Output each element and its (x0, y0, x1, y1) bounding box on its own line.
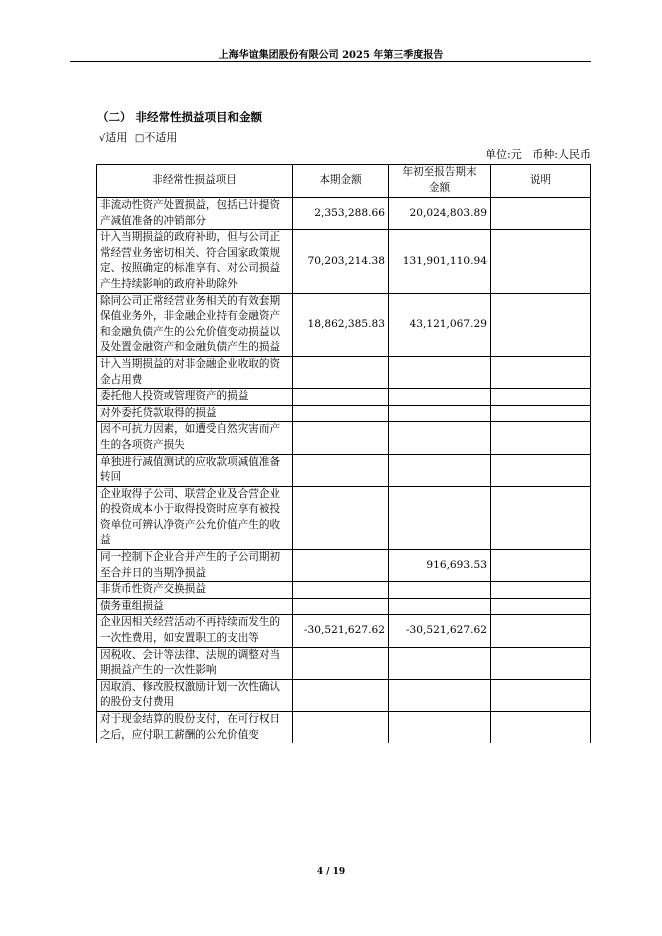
item-cell: 对于现金结算的股份支付，在可行权日之后，应付职工薪酬的公允价值变 (97, 712, 293, 744)
ytd-amount-cell (389, 598, 491, 615)
ytd-amount-cell: -30,521,627.62 (389, 615, 491, 647)
note-cell (491, 712, 591, 744)
item-cell: 除同公司正常经营业务相关的有效套期保值业务外，非金融企业持有金融资产和金融负债产生的公允价值变动损益以及处置金融资产和金融负债产生的损益 (97, 293, 293, 356)
current-amount-cell (293, 679, 389, 711)
ytd-amount-cell: 131,901,110.94 (389, 230, 491, 293)
ytd-amount-cell (389, 712, 491, 744)
non-recurring-items-table (96, 164, 591, 743)
table-row (97, 679, 591, 711)
item-cell: 委托他人投资或管理资产的损益 (97, 389, 293, 406)
item-cell: 计入当期损益的对非金融企业收取的资金占用费 (97, 356, 293, 388)
ytd-amount-cell (389, 454, 491, 486)
item-cell: 对外委托贷款取得的损益 (97, 405, 293, 422)
note-cell (491, 405, 591, 422)
header-divider (70, 61, 591, 62)
table-row (97, 598, 591, 615)
current-amount-cell: -30,521,627.62 (293, 615, 389, 647)
ytd-amount-cell (389, 389, 491, 406)
current-amount-cell (293, 454, 389, 486)
note-cell (491, 598, 591, 615)
note-cell (491, 582, 591, 599)
ytd-amount-cell (389, 356, 491, 388)
applicable-label: 适用 (105, 131, 128, 144)
item-cell: 债务重组损益 (97, 598, 293, 615)
table-row (97, 422, 591, 454)
empty-checkbox-icon: □ (134, 133, 145, 144)
table-row (97, 230, 591, 293)
ytd-amount-cell (389, 486, 491, 549)
column-header-current: 本期金额 (293, 165, 389, 198)
table-row (97, 712, 591, 744)
ytd-amount-cell: 916,693.53 (389, 550, 491, 582)
note-cell (491, 356, 591, 388)
unit-line (485, 146, 591, 162)
item-cell: 同一控制下企业合并产生的子公司期初至合并日的当期净损益 (97, 550, 293, 582)
table-row (97, 389, 591, 406)
page-number: 4 / 19 (316, 867, 346, 877)
ytd-amount-cell (389, 582, 491, 599)
item-cell: 单独进行减值测试的应收款项减值准备转回 (97, 454, 293, 486)
unit-label: 单位:元 (485, 148, 522, 161)
currency-label: 币种:人民币 (532, 148, 591, 161)
ytd-amount-cell (389, 647, 491, 679)
note-cell (491, 679, 591, 711)
check-mark-icon: √ (99, 133, 106, 144)
note-cell (491, 647, 591, 679)
table-row (97, 582, 591, 599)
section-title: （二） 非经常性损益项目和金额 (97, 110, 263, 124)
current-amount-cell (293, 582, 389, 599)
current-amount-cell (293, 647, 389, 679)
table-row (97, 615, 591, 647)
item-cell: 因不可抗力因素，如遭受自然灾害而产生的各项资产损失 (97, 422, 293, 454)
current-amount-cell: 70,203,214.38 (293, 230, 389, 293)
note-cell (491, 550, 591, 582)
column-header-note: 说明 (491, 165, 591, 198)
ytd-amount-cell (389, 405, 491, 422)
current-amount-cell (293, 712, 389, 744)
table-row (97, 198, 591, 230)
current-amount-cell (293, 389, 389, 406)
ytd-amount-cell: 20,024,803.89 (389, 198, 491, 230)
ytd-amount-cell: 43,121,067.29 (389, 293, 491, 356)
note-cell (491, 230, 591, 293)
not-applicable-label: 不适用 (144, 131, 178, 144)
table-header-row (97, 165, 591, 198)
table-row (97, 647, 591, 679)
item-cell: 计入当期损益的政府补助，但与公司正常经营业务密切相关、符合国家政策规定、按照确定的标准享有、对公司损益产生持续影响的政府补助除外 (97, 230, 293, 293)
current-amount-cell (293, 486, 389, 549)
note-cell (491, 486, 591, 549)
table-row (97, 550, 591, 582)
table-row (97, 486, 591, 549)
ytd-amount-cell (389, 422, 491, 454)
table-row (97, 454, 591, 486)
item-cell: 非货币性资产交换损益 (97, 582, 293, 599)
current-amount-cell (293, 598, 389, 615)
item-cell: 企业因相关经营活动不再持续而发生的一次性费用，如安置职工的支出等 (97, 615, 293, 647)
note-cell (491, 293, 591, 356)
item-cell: 因税收、会计等法律、法规的调整对当期损益产生的一次性影响 (97, 647, 293, 679)
current-amount-cell (293, 550, 389, 582)
note-cell (491, 198, 591, 230)
column-header-ytd: 年初至报告期末金额 (389, 165, 491, 198)
current-amount-cell (293, 356, 389, 388)
current-amount-cell: 18,862,385.83 (293, 293, 389, 356)
applicability-line (99, 129, 177, 145)
item-cell: 企业取得子公司、联营企业及合营企业的投资成本小于取得投资时应享有被投资单位可辨认净资产公允价值产生的收益 (97, 486, 293, 549)
current-amount-cell (293, 422, 389, 454)
note-cell (491, 389, 591, 406)
note-cell (491, 422, 591, 454)
ytd-amount-cell (389, 679, 491, 711)
current-amount-cell (293, 405, 389, 422)
report-header: 上海华谊集团股份有限公司 2025 年第三季度报告 (218, 50, 444, 61)
current-amount-cell: 2,353,288.66 (293, 198, 389, 230)
item-cell: 非流动性资产处置损益，包括已计提资产减值准备的冲销部分 (97, 198, 293, 230)
column-header-item: 非经常性损益项目 (97, 165, 293, 198)
note-cell (491, 615, 591, 647)
note-cell (491, 454, 591, 486)
table-row (97, 405, 591, 422)
item-cell: 因取消、修改股权激励计划一次性确认的股份支付费用 (97, 679, 293, 711)
table-row (97, 356, 591, 388)
table-row (97, 293, 591, 356)
